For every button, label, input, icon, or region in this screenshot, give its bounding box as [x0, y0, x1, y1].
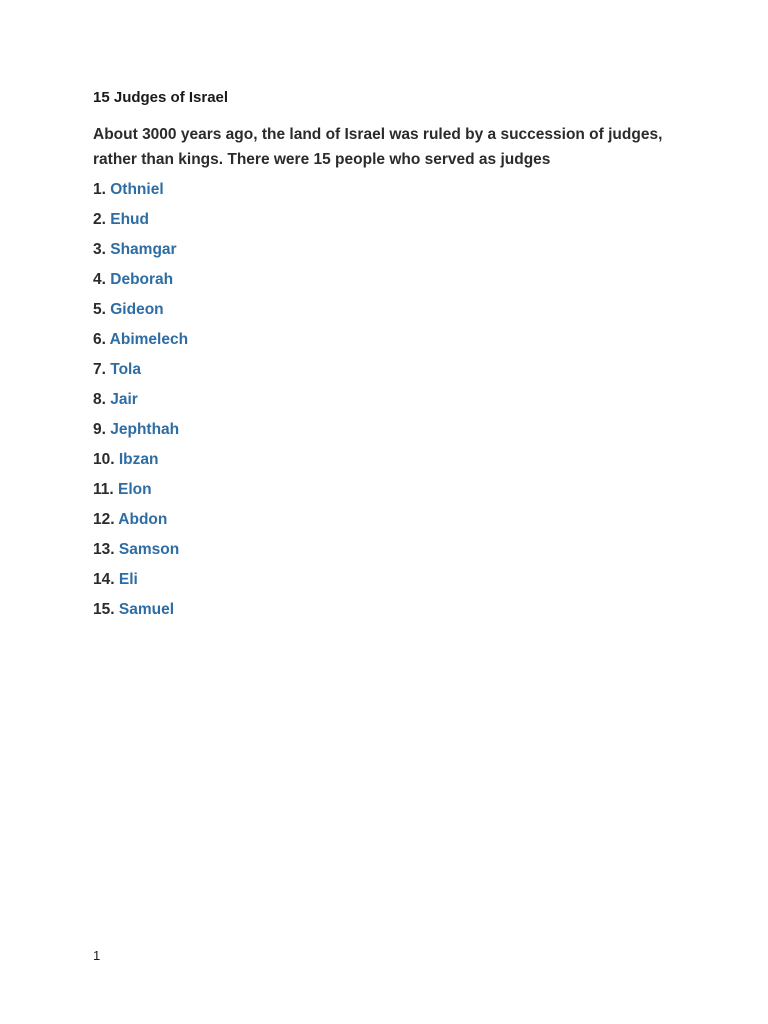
list-item — [93, 180, 693, 210]
judge-link[interactable]: Gideon — [110, 301, 164, 318]
list-item — [93, 510, 693, 540]
list-item — [93, 360, 693, 390]
judge-link[interactable]: Othniel — [110, 181, 164, 198]
list-item — [93, 420, 693, 450]
judge-number: 10. — [93, 451, 115, 468]
list-item — [93, 330, 693, 360]
judge-link[interactable]: Ehud — [110, 211, 149, 228]
list-item — [93, 210, 693, 240]
page-number: 1 — [93, 948, 101, 963]
judge-link[interactable]: Abimelech — [109, 331, 189, 348]
judge-link[interactable]: Shamgar — [110, 241, 177, 258]
judge-link[interactable]: Elon — [118, 481, 152, 498]
judge-number: 9. — [93, 421, 106, 438]
list-item — [93, 390, 693, 420]
judge-link[interactable]: Samuel — [118, 601, 175, 618]
judge-number: 2. — [93, 211, 106, 228]
list-item — [93, 600, 693, 630]
list-item — [93, 570, 693, 600]
intro-paragraph: About 3000 years ago, the land of Israel was ruled by a succession of judges, rather than kings. There were 15 people who served as judges — [93, 126, 663, 168]
judge-number: 8. — [93, 391, 106, 408]
list-item — [93, 300, 693, 330]
judge-number: 12. — [93, 511, 115, 528]
judge-number: 4. — [93, 271, 106, 288]
list-item — [93, 270, 693, 300]
judge-link[interactable]: Tola — [110, 361, 141, 378]
judge-number: 14. — [93, 571, 115, 588]
document-title: 15 Judges of Israel — [93, 89, 229, 106]
list-item — [93, 540, 693, 570]
judge-number: 7. — [93, 361, 106, 378]
judge-number: 1. — [93, 181, 106, 198]
list-item — [93, 450, 693, 480]
judge-link[interactable]: Samson — [118, 541, 180, 558]
judge-number: 15. — [93, 601, 115, 618]
judge-number: 13. — [93, 541, 115, 558]
judge-link[interactable]: Ibzan — [118, 451, 159, 468]
judges-list — [93, 180, 693, 630]
judge-link[interactable]: Abdon — [118, 511, 168, 528]
document-body — [93, 88, 693, 630]
list-item — [93, 240, 693, 270]
judge-number: 3. — [93, 241, 106, 258]
judge-link[interactable]: Jephthah — [110, 421, 180, 438]
judge-link[interactable]: Jair — [110, 391, 138, 408]
judge-number: 11. — [93, 481, 114, 498]
judge-link[interactable]: Deborah — [110, 271, 174, 288]
judge-link[interactable]: Eli — [118, 571, 138, 588]
judge-number: 6. — [93, 331, 106, 348]
judge-number: 5. — [93, 301, 106, 318]
list-item — [93, 480, 693, 510]
